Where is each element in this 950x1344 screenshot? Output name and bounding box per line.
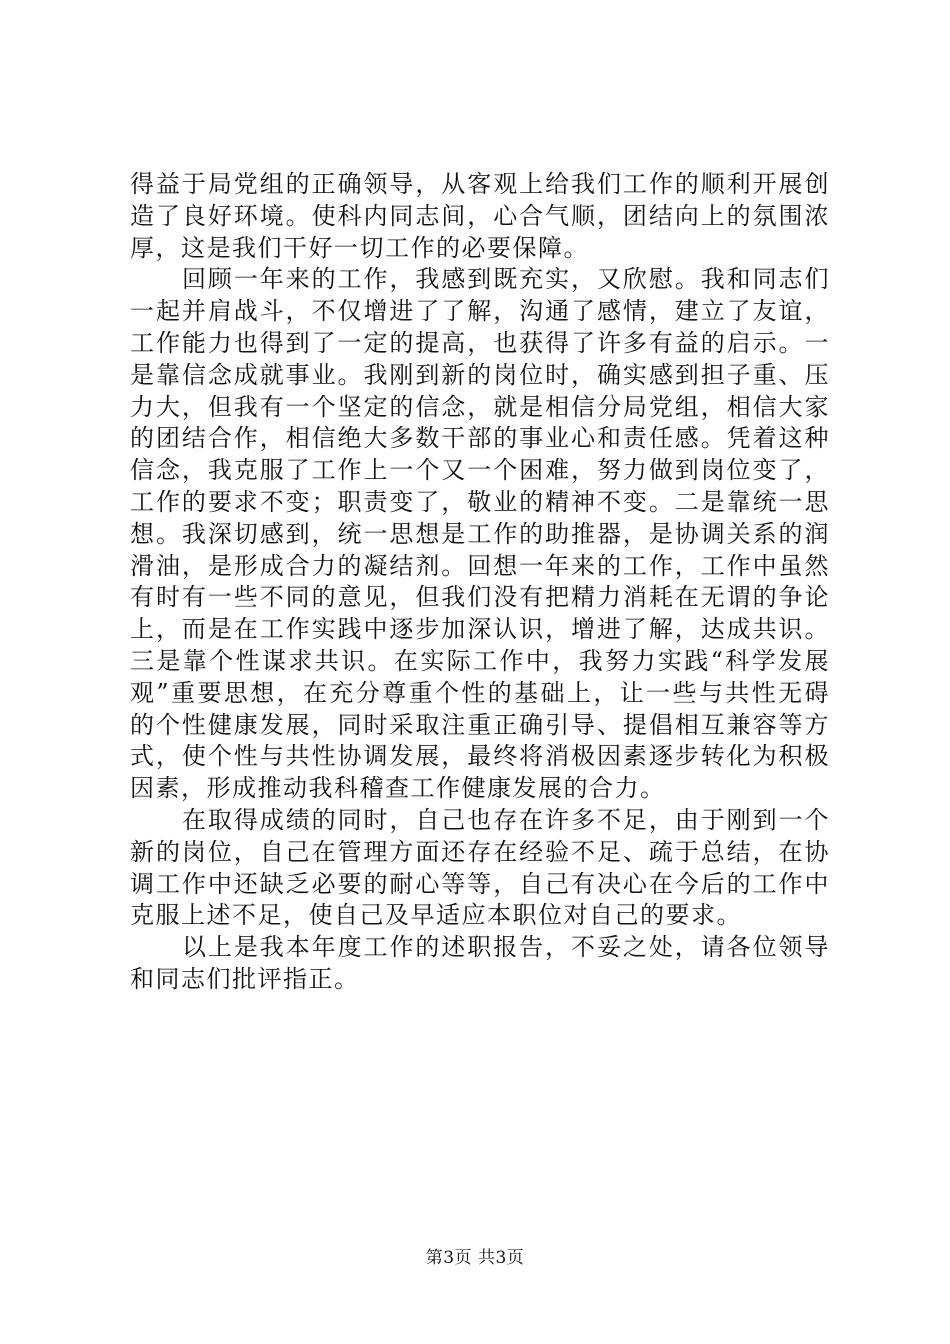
paragraph-closing: 以上是我本年度工作的述职报告，不妥之处，请各位领导和同志们批评指正。 — [130, 933, 830, 993]
page-number-footer: 第3页 共3页 — [425, 1248, 525, 1268]
paragraph-shortcomings: 在取得成绩的同时，自己也存在许多不足，由于刚到一个新的岗位，自己在管理方面还存在经验不足、疏于总结，在协调工作中还缺乏必要的耐心等等，自己有决心在今后的工作中克服上述不足，使自己及早适应本职位对自己的要求。 — [130, 805, 830, 930]
paragraph-continuation: 得益于局党组的正确领导，从客观上给我们工作的顺利开展创造了良好环境。使科内同志间，心合气顺，团结向上的氛围浓厚，这是我们干好一切工作的必要保障。 — [130, 170, 830, 262]
document-body — [130, 169, 830, 996]
paragraph-review: 回顾一年来的工作，我感到既充实，又欣慰。我和同志们一起并肩战斗，不仅增进了了解，沟通了感情，建立了友谊，工作能力也得到了一定的提高，也获得了许多有益的启示。一是靠信念成就事业。我刚到新的岗位时，确实感到担子重、压力大，但我有一个坚定的信念，就是相信分局党组，相信大家的团结合作，相信绝大多数干部的事业心和责任感。凭着这种信念，我克服了工作上一个又一个困难，努力做到岗位变了，工作的要求不变；职责变了，敬业的精神不变。二是靠统一思想。我深切感到，统一思想是工作的助推器，是协调关系的润滑油，是形成合力的凝结剂。回想一年来的工作，工作中虽然有时有一些不同的意见，但我们没有把精力消耗在无谓的争论上，而是在工作实践中逐步加深认识，增进了解，达成共识。三是靠个性谋求共识。在实际工作中，我努力实践“科学发展观”重要思想，在充分尊重个性的基础上，让一些与共性无碍的个性健康发展，同时采取注重正确引导、提倡相互兼容等方式，使个性与共性协调发展，最终将消极因素逐步转化为积极因素，形成推动我科稽查工作健康发展的合力。 — [130, 265, 830, 803]
